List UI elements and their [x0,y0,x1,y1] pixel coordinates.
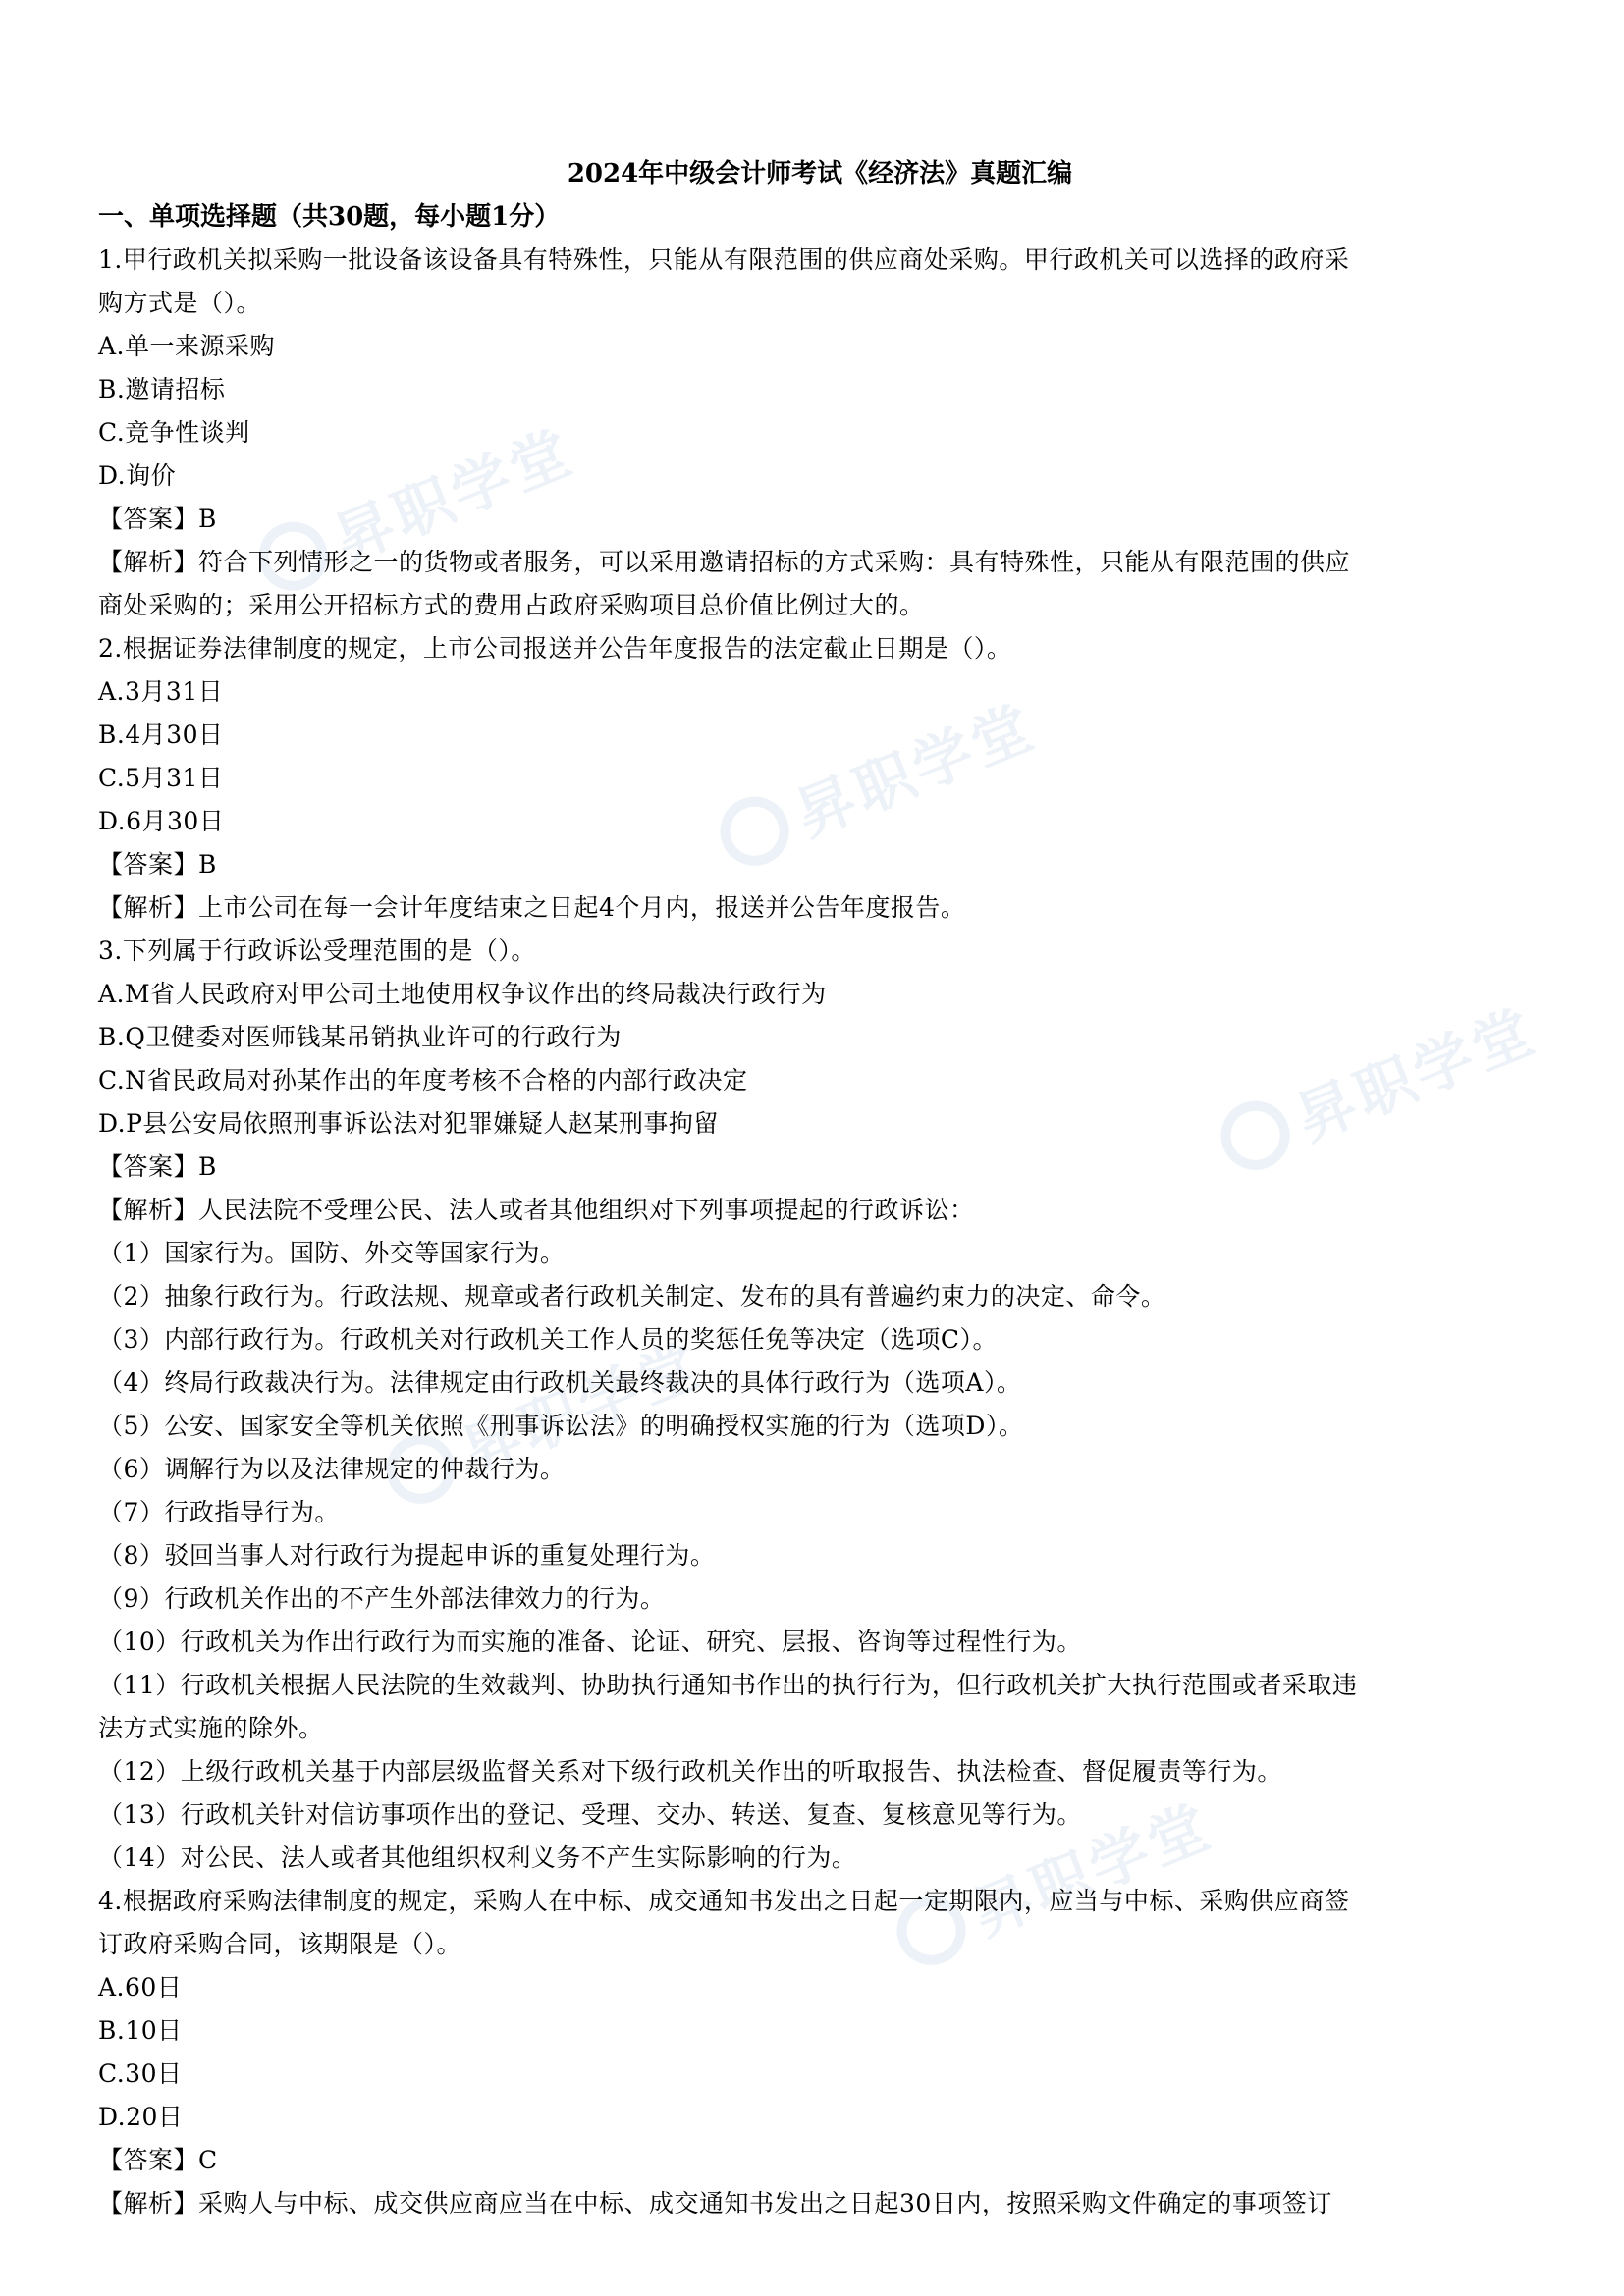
watermark-text: 昇职学堂 [1286,996,1546,1155]
analysis-item: （8）驳回当事人对行政行为提起申诉的重复处理行为。 [98,1541,716,1570]
analysis: 商处采购的；采用公开招标方式的费用占政府采购项目总价值比例过大的。 [98,591,925,619]
analysis-item: （7）行政指导行为。 [98,1498,340,1526]
question-3 [98,930,1542,1880]
watermark-text: 昇职学堂 [962,1791,1222,1950]
option-c: C.N省民政局对孙某作出的年度考核不合格的内部行政决定 [98,1066,748,1095]
analysis: 【解析】符合下列情形之一的货物或者服务，可以采用邀请招标的方式采购：具有特殊性，只能从有限范围的供应 [98,548,1351,576]
question-4 [98,1880,1542,2225]
answer: 【答案】B [98,1152,217,1181]
analysis: 【解析】上市公司在每一会计年度结束之日起4个月内，报送并公告年度报告。 [98,893,966,922]
question-2 [98,627,1542,930]
document-title: 2024年中级会计师考试《经济法》真题汇编 [567,159,1073,188]
analysis-item: （14）对公民、法人或者其他组织权利义务不产生实际影响的行为。 [98,1843,857,1872]
question-stem: 订政府采购合同，该期限是（）。 [98,1930,462,1958]
analysis-item: 法方式实施的除外。 [98,1714,324,1742]
analysis-item: （12）上级行政机关基于内部层级监督关系对下级行政机关作出的听取报告、执法检查、督促履责等行为。 [98,1757,1282,1786]
option-b: B.Q卫健委对医师钱某吊销执业许可的行政行为 [98,1023,622,1051]
analysis: 【解析】人民法院不受理公民、法人或者其他组织对下列事项提起的行政诉讼： [98,1196,975,1224]
question-stem: 3.下列属于行政诉讼受理范围的是（）。 [98,936,536,965]
analysis-item: （10）行政机关为作出行政行为而实施的准备、论证、研究、层报、咨询等过程性行为。 [98,1628,1082,1656]
option-d: D.询价 [98,461,177,490]
question-stem: 4.根据政府采购法律制度的规定，采购人在中标、成交通知书发出之日起一定期限内，应当与中标、采购供应商签 [98,1887,1350,1915]
answer: 【答案】C [98,2146,218,2174]
question-stem: 购方式是（）。 [98,289,262,317]
option-d: D.20日 [98,2103,184,2131]
analysis-item: （5）公安、国家安全等机关依照《刑事诉讼法》的明确授权实施的行为（选项D）。 [98,1412,1024,1440]
section-heading: 一、单项选择题（共30题，每小题1分） [98,202,561,232]
watermark-text: 昇职学堂 [324,417,584,576]
question-1 [98,239,1542,627]
analysis-item: （13）行政机关针对信访事项作出的登记、受理、交办、转送、复查、复核意见等行为。 [98,1800,1082,1829]
watermark-text: 昇职学堂 [452,1330,712,1489]
option-c: C.5月31日 [98,764,224,792]
option-b: B.10日 [98,2016,183,2045]
analysis-item: （1）国家行为。国防、外交等国家行为。 [98,1239,566,1267]
watermark-text: 昇职学堂 [785,692,1046,851]
document-page [98,152,1542,2225]
option-a: A.3月31日 [98,677,224,706]
option-b: B.4月30日 [98,721,224,749]
question-stem: 1.甲行政机关拟采购一批设备该设备具有特殊性，只能从有限范围的供应商处采购。甲行政机关可以选择的政府采 [98,245,1350,274]
option-b: B.邀请招标 [98,375,226,403]
analysis-item: （4）终局行政裁决行为。法律规定由行政机关最终裁决的具体行政行为（选项A）。 [98,1368,1022,1397]
option-c: C.竞争性谈判 [98,418,250,447]
analysis-item: （2）抽象行政行为。行政法规、规章或者行政机关制定、发布的具有普遍约束力的决定、命令。 [98,1282,1166,1310]
option-d: D.6月30日 [98,807,225,835]
option-c: C.30日 [98,2059,183,2088]
question-stem: 2.根据证券法律制度的规定，上市公司报送并公告年度报告的法定截止日期是（）。 [98,634,1012,663]
analysis-item: （6）调解行为以及法律规定的仲裁行为。 [98,1455,566,1483]
analysis-item: （11）行政机关根据人民法院的生效裁判、协助执行通知书作出的执行行为，但行政机关扩大执行范围或者采取违 [98,1671,1358,1699]
option-a: A.M省人民政府对甲公司土地使用权争议作出的终局裁决行政行为 [98,980,827,1008]
analysis-item: （3）内部行政行为。行政机关对行政机关工作人员的奖惩任免等决定（选项C）。 [98,1325,999,1354]
analysis: 【解析】采购人与中标、成交供应商应当在中标、成交通知书发出之日起30日内，按照采购文件确定的事项签订 [98,2189,1332,2217]
option-a: A.60日 [98,1973,183,2002]
answer: 【答案】B [98,850,217,879]
answer: 【答案】B [98,505,217,533]
analysis-item: （9）行政机关作出的不产生外部法律效力的行为。 [98,1584,666,1613]
option-a: A.单一来源采购 [98,332,276,360]
option-d: D.P县公安局依照刑事诉讼法对犯罪嫌疑人赵某刑事拘留 [98,1109,719,1138]
